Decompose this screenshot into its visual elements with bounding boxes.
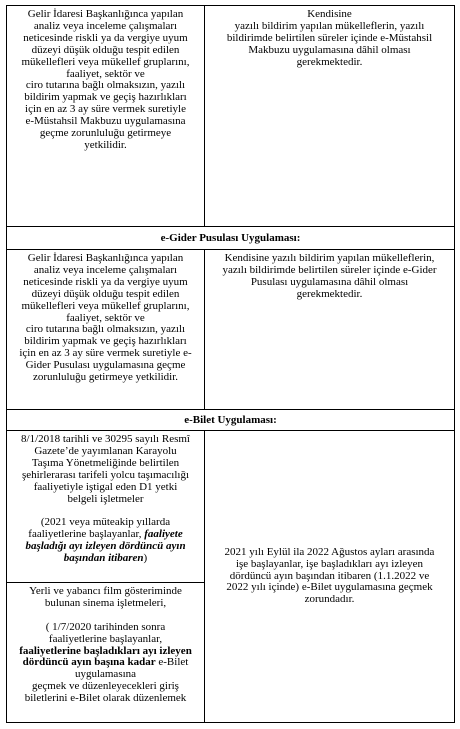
ebilet-heading-text: e-Bilet Uygulaması:	[184, 414, 277, 426]
text-line: gerekmektedir.	[296, 287, 363, 300]
egider-obligation-text	[211, 253, 448, 301]
cinema-paren-line2: faaliyetlerine başlayanlar,	[48, 632, 163, 645]
ebilet-obligation-text	[225, 547, 435, 607]
text-line: Kendisine	[307, 8, 352, 20]
text-line: 2022 yılı içinde) e-Bilet uygulamasına geçmek	[226, 581, 433, 594]
egider-section-heading	[6, 226, 455, 250]
bus-operators-paren-mixed: faaliyetlerine başlayanlar, faaliyete	[28, 528, 183, 541]
text-line: Gider Pusulası uygulamasına geçme	[25, 359, 186, 372]
text-line: için en az 3 ay süre vermek suretiyle	[25, 103, 186, 116]
egider-obligation-cell	[204, 249, 455, 410]
cinema-bold-line1: faaliyetlerine başladıkları ayı izleyen	[19, 644, 192, 657]
text-line: bildirim yapmak ve geçiş hazırlıkları	[24, 335, 187, 348]
text-line: Gazete’de yayımlanan Karayolu	[34, 444, 177, 457]
text-line: yazılı bildirimde belirtilen süreler içinde e-Gider	[222, 263, 437, 276]
text-line: bildirim yapmak ve geçiş hazırlıkları	[24, 91, 187, 104]
emustahsil-obligation-cell	[204, 5, 455, 227]
text-line: ciro tutarına bağlı olmaksızın, yazılı	[25, 79, 186, 92]
egider-authority-cell	[6, 249, 205, 410]
text-line: zorundadır.	[304, 593, 355, 606]
text-line: belgeli işletmeler	[67, 492, 144, 505]
text-line: bildirimde belirtilen süreler içinde e-Müstahsil	[226, 31, 433, 44]
bus-operators-paren-bold: başladığı ayı izleyen dördüncü ayın	[25, 540, 186, 553]
text-line: biletlerini e-Bilet olarak düzenlemek	[24, 692, 187, 705]
text-line: analiz veya inceleme çalışmaları	[33, 19, 178, 32]
text-line: Pusulası uygulamasına dâhil olması	[250, 275, 409, 288]
text-line: faaliyet, sektör ve	[66, 311, 145, 324]
text-line: Taşıma Yönetmeliğinde belirtilen	[31, 456, 180, 469]
text-line: ciro tutarına bağlı olmaksızın, yazılı	[25, 323, 186, 336]
ebilet-obligation-cell	[204, 430, 455, 723]
text-line: için en az 3 ay süre vermek suretiyle e-	[19, 347, 192, 360]
cinema-operators-cell	[6, 582, 205, 723]
text-line: e-Müstahsil Makbuzu uygulamasına	[25, 115, 186, 128]
text-line: düzeyi düşük olduğu tespit edilen	[31, 43, 180, 56]
emustahsil-authority-cell	[6, 5, 205, 227]
text-line: neticesinde riskli ya da vergiye uyum	[23, 31, 188, 44]
text-line: işe başlayanlar, işe başladıkları ayı izleyen	[235, 557, 424, 570]
text-line: uygulamasına	[74, 668, 137, 681]
text-line: Makbuzu uygulamasına dâhil olması	[248, 43, 411, 56]
text-line: Gelir İdaresi Başkanlığınca yapılan	[27, 8, 184, 20]
bus-operators-cell	[6, 430, 205, 583]
regulation-table	[6, 5, 455, 723]
ebilet-section-heading	[6, 409, 455, 431]
emustahsil-authority-text	[13, 9, 198, 152]
text-line: bulunan sinema işletmeleri,	[44, 596, 167, 609]
egider-heading-text: e-Gider Pusulası Uygulaması:	[160, 232, 301, 244]
text-line: Kendisine yazılı bildirim yapılan mükelleflerin,	[224, 252, 435, 264]
cinema-bold-line2: dördüncü ayın başına kadar e-Bilet	[22, 656, 189, 669]
text-line: dördüncü ayın başından itibaren (1.1.2022 ve	[229, 569, 430, 582]
text-line: neticesinde riskli ya da vergiye uyum	[23, 275, 188, 288]
text-line: Yerli ve yabancı film gösteriminde	[29, 585, 182, 597]
text-line: mükellefleri veya mükellef gruplarını,	[21, 299, 190, 312]
text-line: yetkilidir.	[84, 138, 127, 151]
bus-operators-paren-line: (2021 veya müteakip yıllarda	[40, 516, 171, 529]
egider-authority-text	[13, 253, 198, 384]
text-line: şehirlerarası tarifeli yolcu taşımacılığı	[21, 468, 190, 481]
text-line: zorunluluğu getirmeye yetkilidir.	[32, 371, 179, 384]
text-line: düzeyi düşük olduğu tespit edilen	[31, 287, 180, 300]
text-line: geçme zorunluluğu getirmeye	[39, 127, 172, 140]
text-line: gerekmektedir.	[296, 55, 363, 68]
bus-operators-paren-end: başından itibaren)	[63, 552, 148, 565]
cinema-paren-line1: ( 1/7/2020 tarihinden sonra	[45, 620, 166, 633]
text-line: Gelir İdaresi Başkanlığınca yapılan	[27, 252, 184, 264]
text-line: faaliyet, sektör ve	[66, 67, 145, 80]
text-line: 2021 yılı Eylül ila 2022 Ağustos ayları arasında	[224, 545, 435, 558]
text-line: geçmek ve düzenleyecekleri giriş	[32, 680, 179, 693]
cinema-operators-text	[13, 586, 198, 610]
text-line: yazılı bildirim yapılan mükelleflerin, yazılı	[234, 19, 425, 32]
bus-operators-text	[13, 434, 198, 505]
text-line: 8/1/2018 tarihli ve 30295 sayılı Resmî	[21, 433, 190, 445]
text-line: faaliyetiyle iştigal eden D1 yetki	[33, 480, 178, 493]
text-line: analiz veya inceleme çalışmaları	[33, 263, 178, 276]
cinema-operators-text-end	[13, 669, 198, 705]
emustahsil-obligation-text	[211, 9, 448, 69]
text-line: mükellefleri veya mükellef gruplarını,	[21, 55, 190, 68]
